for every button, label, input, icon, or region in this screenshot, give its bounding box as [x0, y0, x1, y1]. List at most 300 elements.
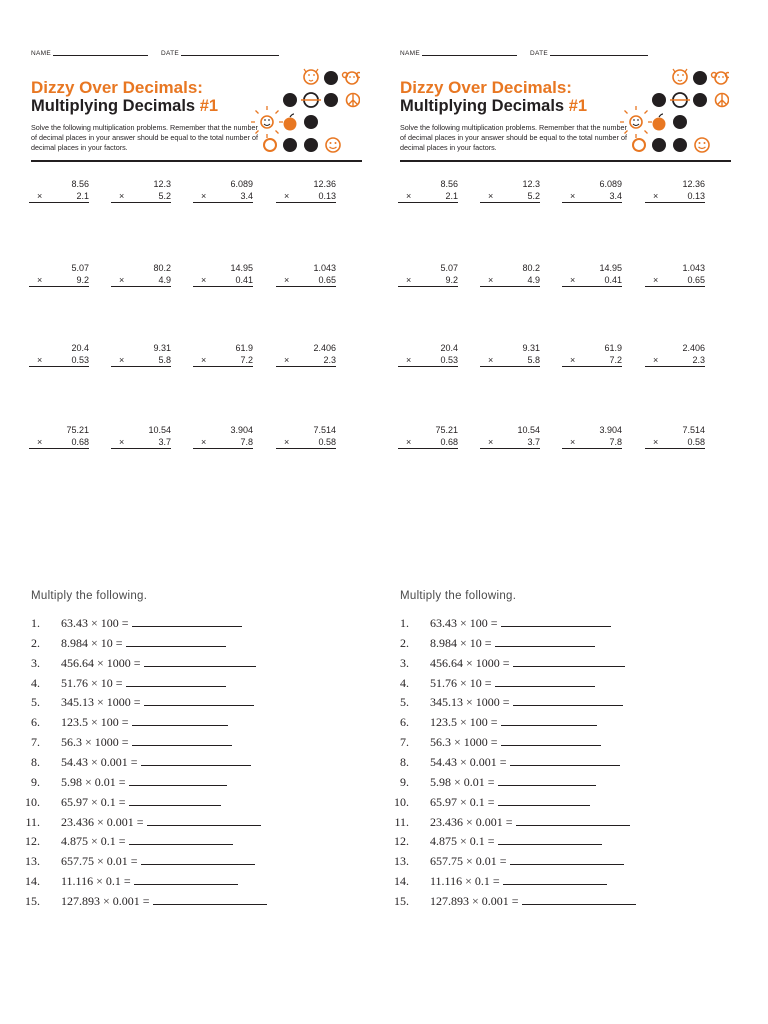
expression-text: 51.76 × 10 =	[61, 675, 123, 690]
answer-line[interactable]	[498, 776, 596, 786]
times-symbol: ×	[653, 437, 659, 447]
factor-bottom	[111, 436, 171, 449]
item-expression	[61, 676, 226, 691]
factor-top: 1.043	[313, 263, 336, 273]
multiplication-problem	[645, 342, 705, 367]
header-icon-grid	[250, 64, 360, 161]
answer-line[interactable]	[522, 895, 636, 905]
multiplication-problem	[29, 424, 89, 449]
answer-line[interactable]	[132, 736, 232, 746]
item-expression	[430, 874, 607, 889]
factor-bottom-value: 0.53	[71, 355, 89, 365]
answer-line[interactable]	[144, 657, 256, 667]
expression-text: 345.13 × 1000 =	[430, 695, 510, 710]
factor-top: 75.21	[435, 425, 458, 435]
factor-top: 5.07	[440, 263, 458, 273]
factor-bottom-value: 3.4	[240, 191, 253, 201]
answer-line[interactable]	[132, 617, 242, 627]
item-number: 15.	[25, 893, 40, 908]
item-number: 9.	[400, 774, 409, 789]
item-number: 8.	[31, 754, 40, 769]
multiplication-problem	[276, 342, 336, 367]
orange-fruit-icon	[284, 114, 297, 131]
multiplication-problem	[29, 178, 89, 203]
sun-icon	[251, 106, 283, 138]
multiplication-problem	[480, 424, 540, 449]
item-expression	[61, 854, 255, 869]
times-symbol: ×	[201, 191, 207, 201]
item-number: 3.	[400, 655, 409, 670]
factor-bottom-value: 5.8	[158, 355, 171, 365]
multiplication-problem	[645, 424, 705, 449]
answer-line[interactable]	[126, 637, 226, 647]
multiplication-problem	[111, 178, 171, 203]
answer-line[interactable]	[501, 617, 611, 627]
factor-top: 10.54	[517, 425, 540, 435]
smiley-face-icon	[326, 138, 340, 152]
item-expression	[61, 815, 261, 830]
factor-bottom	[480, 354, 540, 367]
item-expression	[430, 695, 623, 710]
item-number: 8.	[400, 754, 409, 769]
answer-line[interactable]	[153, 895, 267, 905]
answer-line[interactable]	[501, 716, 597, 726]
tiger-face-icon	[304, 69, 318, 84]
date-label-group	[530, 50, 648, 57]
times-symbol: ×	[488, 437, 494, 447]
factor-bottom-value: 0.41	[604, 275, 622, 285]
sun-icon	[620, 106, 652, 138]
multiplication-problem	[562, 342, 622, 367]
factor-bottom-value: 0.65	[318, 275, 336, 285]
answer-line[interactable]	[132, 716, 228, 726]
black-dot-icon	[283, 138, 297, 152]
factor-bottom	[111, 274, 171, 287]
times-symbol: ×	[406, 437, 412, 447]
factor-bottom	[276, 274, 336, 287]
item-number: 15.	[394, 893, 409, 908]
item-number: 7.	[31, 735, 40, 750]
multiplication-problem	[193, 424, 253, 449]
expression-text: 23.436 × 0.001 =	[430, 814, 513, 829]
factor-bottom	[193, 436, 253, 449]
expression-text: 456.64 × 1000 =	[61, 655, 141, 670]
factor-top: 14.95	[230, 263, 253, 273]
factor-bottom-value: 4.9	[527, 275, 540, 285]
date-label: DATE	[161, 50, 180, 57]
item-number: 5.	[400, 695, 409, 710]
times-symbol: ×	[119, 355, 125, 365]
factor-top: 20.4	[71, 343, 89, 353]
item-expression	[430, 795, 590, 810]
factor-bottom-value: 0.53	[440, 355, 458, 365]
factor-top: 61.9	[604, 343, 622, 353]
factor-bottom	[111, 190, 171, 203]
factor-bottom-value: 4.9	[158, 275, 171, 285]
factor-bottom-value: 0.58	[687, 437, 705, 447]
expression-text: 63.43 × 100 =	[430, 616, 498, 630]
multiplication-problem	[480, 342, 540, 367]
name-label: NAME	[31, 50, 51, 57]
item-expression	[61, 616, 242, 631]
monkey-face-icon	[343, 72, 361, 84]
multiplication-problem	[276, 178, 336, 203]
item-number: 1.	[31, 616, 40, 630]
times-symbol: ×	[488, 275, 494, 285]
factor-bottom-value: 7.8	[240, 437, 253, 447]
factor-bottom	[645, 274, 705, 287]
item-expression	[61, 656, 256, 671]
factor-bottom-value: 0.13	[687, 191, 705, 201]
expression-text: 56.3 × 1000 =	[430, 735, 498, 750]
factor-top: 61.9	[235, 343, 253, 353]
item-number: 10.	[394, 794, 409, 809]
factor-bottom	[398, 274, 458, 287]
item-number: 10.	[25, 794, 40, 809]
item-number: 7.	[400, 735, 409, 750]
item-expression	[430, 834, 602, 849]
item-number: 6.	[31, 715, 40, 730]
expression-text: 127.893 × 0.001 =	[61, 893, 150, 908]
factor-bottom	[562, 354, 622, 367]
black-dot-icon	[324, 93, 338, 107]
factor-bottom	[193, 190, 253, 203]
answer-line[interactable]	[144, 696, 254, 706]
multiplication-problem	[562, 178, 622, 203]
monkey-face-icon	[712, 72, 730, 84]
tiger-face-icon	[673, 69, 687, 84]
item-expression	[61, 695, 254, 710]
item-expression	[61, 715, 228, 730]
times-symbol: ×	[37, 437, 43, 447]
expression-text: 456.64 × 1000 =	[430, 655, 510, 670]
factor-bottom-value: 3.4	[609, 191, 622, 201]
factor-bottom	[29, 190, 89, 203]
factor-bottom	[111, 354, 171, 367]
title-line2	[400, 97, 587, 116]
item-number: 12.	[394, 834, 409, 849]
expression-text: 54.43 × 0.001 =	[430, 754, 507, 769]
answer-line[interactable]	[129, 835, 233, 845]
times-symbol: ×	[653, 355, 659, 365]
expression-text: 657.75 × 0.01 =	[430, 854, 507, 869]
factor-bottom	[480, 274, 540, 287]
item-number: 4.	[400, 675, 409, 690]
factor-top: 2.406	[682, 343, 705, 353]
expression-text: 56.3 × 1000 =	[61, 735, 129, 750]
answer-line[interactable]	[498, 796, 590, 806]
factor-top: 7.514	[313, 425, 336, 435]
factor-bottom-value: 0.58	[318, 437, 336, 447]
factor-top: 12.36	[682, 179, 705, 189]
item-expression	[61, 795, 221, 810]
answer-line[interactable]	[141, 756, 251, 766]
title-number: #1	[568, 97, 588, 115]
date-line	[550, 55, 648, 56]
item-number: 14.	[25, 874, 40, 889]
black-dot-icon	[673, 138, 687, 152]
factor-bottom-value: 3.7	[527, 437, 540, 447]
item-expression	[430, 656, 625, 671]
factor-top: 5.07	[71, 263, 89, 273]
factor-bottom	[562, 274, 622, 287]
item-number: 9.	[31, 774, 40, 789]
item-expression	[430, 775, 596, 790]
multiplication-problem	[193, 342, 253, 367]
peace-sign-icon	[347, 94, 360, 107]
expression-text: 65.97 × 0.1 =	[61, 794, 126, 809]
answer-line[interactable]	[513, 696, 623, 706]
factor-top: 2.406	[313, 343, 336, 353]
factor-bottom-value: 0.68	[71, 437, 89, 447]
name-label-group	[400, 50, 517, 57]
item-number: 13.	[394, 854, 409, 869]
answer-line[interactable]	[126, 677, 226, 687]
name-line	[422, 55, 517, 56]
factor-top: 9.31	[522, 343, 540, 353]
black-dot-icon	[693, 93, 707, 107]
answer-line[interactable]	[147, 816, 261, 826]
item-number: 12.	[25, 834, 40, 849]
instructions: Solve the following multiplication problems. Remember that the number of decimal places in your answer should be equal to the total number of decimal places in your factors.	[31, 123, 258, 152]
times-symbol: ×	[488, 191, 494, 201]
factor-bottom-value: 0.68	[440, 437, 458, 447]
multiplication-problem	[29, 342, 89, 367]
times-symbol: ×	[570, 437, 576, 447]
item-number: 4.	[31, 675, 40, 690]
factor-bottom-value: 5.2	[527, 191, 540, 201]
times-symbol: ×	[488, 355, 494, 365]
black-dot-icon	[693, 71, 707, 85]
title-line1: Dizzy Over Decimals:	[400, 78, 572, 97]
section-title: Multiply the following.	[31, 590, 148, 602]
multiplication-problem	[398, 342, 458, 367]
factor-bottom	[398, 190, 458, 203]
multiplication-problem	[480, 262, 540, 287]
name-line	[53, 55, 148, 56]
answer-line[interactable]	[516, 816, 630, 826]
times-symbol: ×	[406, 275, 412, 285]
item-expression	[430, 616, 611, 631]
orange-fruit-icon	[653, 114, 666, 131]
answer-line[interactable]	[129, 776, 227, 786]
factor-bottom-value: 2.3	[692, 355, 705, 365]
black-dot-icon	[673, 115, 687, 129]
times-symbol: ×	[570, 275, 576, 285]
item-expression	[430, 735, 601, 750]
factor-bottom	[29, 274, 89, 287]
factor-top: 12.3	[522, 179, 540, 189]
answer-line[interactable]	[501, 736, 601, 746]
answer-line[interactable]	[495, 637, 595, 647]
title-text: Multiplying Decimals	[31, 97, 196, 115]
item-expression	[61, 834, 233, 849]
answer-line[interactable]	[141, 855, 255, 865]
multiplication-problem	[276, 262, 336, 287]
black-dot-icon	[304, 138, 318, 152]
multiplication-problem	[645, 178, 705, 203]
name-label-group	[31, 50, 148, 57]
expression-text: 123.5 × 100 =	[61, 715, 129, 730]
factor-top: 6.089	[230, 179, 253, 189]
multiplication-problem	[398, 424, 458, 449]
expression-text: 51.76 × 10 =	[430, 675, 492, 690]
factor-bottom-value: 9.2	[445, 275, 458, 285]
times-symbol: ×	[284, 191, 290, 201]
black-dot-icon	[652, 138, 666, 152]
expression-text: 11.116 × 0.1 =	[61, 874, 131, 889]
multiplication-problem	[398, 262, 458, 287]
factor-bottom	[398, 436, 458, 449]
factor-top: 1.043	[682, 263, 705, 273]
factor-bottom-value: 5.2	[158, 191, 171, 201]
factor-bottom-value: 7.8	[609, 437, 622, 447]
factor-bottom-value: 2.1	[445, 191, 458, 201]
factor-top: 8.56	[440, 179, 458, 189]
factor-top: 80.2	[153, 263, 171, 273]
answer-line[interactable]	[134, 875, 238, 885]
answer-line[interactable]	[510, 855, 624, 865]
factor-bottom	[645, 190, 705, 203]
item-number: 2.	[400, 635, 409, 650]
multiplication-problem	[645, 262, 705, 287]
expression-text: 127.893 × 0.001 =	[430, 893, 519, 908]
item-expression	[61, 775, 227, 790]
multiplication-problem	[276, 424, 336, 449]
factor-top: 10.54	[148, 425, 171, 435]
item-expression	[61, 755, 251, 770]
factor-top: 9.31	[153, 343, 171, 353]
answer-line[interactable]	[498, 835, 602, 845]
factor-bottom	[193, 354, 253, 367]
times-symbol: ×	[570, 355, 576, 365]
times-symbol: ×	[119, 191, 125, 201]
item-expression	[61, 894, 267, 909]
expression-text: 54.43 × 0.001 =	[61, 754, 138, 769]
factor-bottom-value: 7.2	[240, 355, 253, 365]
worksheet-right	[369, 0, 753, 1024]
peace-sign-icon	[716, 94, 729, 107]
answer-line[interactable]	[495, 677, 595, 687]
item-expression	[61, 636, 226, 651]
multiplication-problem	[111, 342, 171, 367]
times-symbol: ×	[284, 437, 290, 447]
factor-bottom	[29, 436, 89, 449]
factor-top: 8.56	[71, 179, 89, 189]
factor-bottom	[398, 354, 458, 367]
times-symbol: ×	[284, 275, 290, 285]
title-number: #1	[199, 97, 219, 115]
answer-line[interactable]	[503, 875, 607, 885]
black-dot-icon	[652, 93, 666, 107]
factor-top: 20.4	[440, 343, 458, 353]
date-line	[181, 55, 279, 56]
multiplication-problem	[193, 178, 253, 203]
title-line1: Dizzy Over Decimals:	[31, 78, 203, 97]
header-icon-grid	[619, 64, 729, 161]
expression-text: 657.75 × 0.01 =	[61, 854, 138, 869]
times-symbol: ×	[570, 191, 576, 201]
multiplication-problem	[111, 424, 171, 449]
times-symbol: ×	[119, 437, 125, 447]
item-number: 5.	[31, 695, 40, 710]
times-symbol: ×	[406, 191, 412, 201]
multiplication-problem	[562, 262, 622, 287]
item-number: 6.	[400, 715, 409, 730]
times-symbol: ×	[284, 355, 290, 365]
expression-text: 11.116 × 0.1 =	[430, 874, 500, 889]
smiley-face-icon	[695, 138, 709, 152]
factor-top: 6.089	[599, 179, 622, 189]
expression-text: 123.5 × 100 =	[430, 715, 498, 730]
answer-line[interactable]	[129, 796, 221, 806]
black-dot-icon	[324, 71, 338, 85]
expression-text: 4.875 × 0.1 =	[430, 834, 495, 849]
times-symbol: ×	[37, 191, 43, 201]
item-expression	[430, 676, 595, 691]
answer-line[interactable]	[510, 756, 620, 766]
times-symbol: ×	[406, 355, 412, 365]
factor-bottom	[645, 354, 705, 367]
item-number: 11.	[25, 814, 40, 829]
multiplication-problem	[562, 424, 622, 449]
expression-text: 65.97 × 0.1 =	[430, 794, 495, 809]
factor-bottom	[562, 190, 622, 203]
factor-bottom	[480, 436, 540, 449]
answer-line[interactable]	[513, 657, 625, 667]
item-number: 2.	[31, 635, 40, 650]
multiplication-problem	[398, 178, 458, 203]
multiplication-problem	[193, 262, 253, 287]
factor-bottom	[29, 354, 89, 367]
multiplication-problem	[29, 262, 89, 287]
expression-text: 345.13 × 1000 =	[61, 695, 141, 710]
black-dot-icon	[283, 93, 297, 107]
item-expression	[430, 815, 630, 830]
factor-bottom-value: 0.65	[687, 275, 705, 285]
factor-bottom	[193, 274, 253, 287]
times-symbol: ×	[201, 275, 207, 285]
name-label: NAME	[400, 50, 420, 57]
factor-top: 3.904	[230, 425, 253, 435]
expression-text: 23.436 × 0.001 =	[61, 814, 144, 829]
factor-top: 12.36	[313, 179, 336, 189]
item-expression	[430, 715, 597, 730]
black-dot-icon	[304, 115, 318, 129]
item-expression	[61, 735, 232, 750]
factor-bottom	[562, 436, 622, 449]
factor-bottom-value: 3.7	[158, 437, 171, 447]
expression-text: 63.43 × 100 =	[61, 616, 129, 630]
factor-top: 14.95	[599, 263, 622, 273]
expression-text: 8.984 × 10 =	[430, 635, 492, 650]
expression-text: 5.98 × 0.01 =	[430, 774, 495, 789]
multiplication-problem	[480, 178, 540, 203]
factor-bottom	[480, 190, 540, 203]
factor-top: 12.3	[153, 179, 171, 189]
title-line2	[31, 97, 218, 116]
factor-top: 80.2	[522, 263, 540, 273]
factor-top: 7.514	[682, 425, 705, 435]
expression-text: 4.875 × 0.1 =	[61, 834, 126, 849]
item-number: 3.	[31, 655, 40, 670]
item-number: 14.	[394, 874, 409, 889]
instructions: Solve the following multiplication problems. Remember that the number of decimal places in your answer should be equal to the total number of decimal places in your factors.	[400, 123, 627, 152]
factor-bottom-value: 0.41	[235, 275, 253, 285]
ring-dot-icon	[301, 93, 321, 107]
factor-bottom	[276, 190, 336, 203]
factor-bottom-value: 2.1	[76, 191, 89, 201]
